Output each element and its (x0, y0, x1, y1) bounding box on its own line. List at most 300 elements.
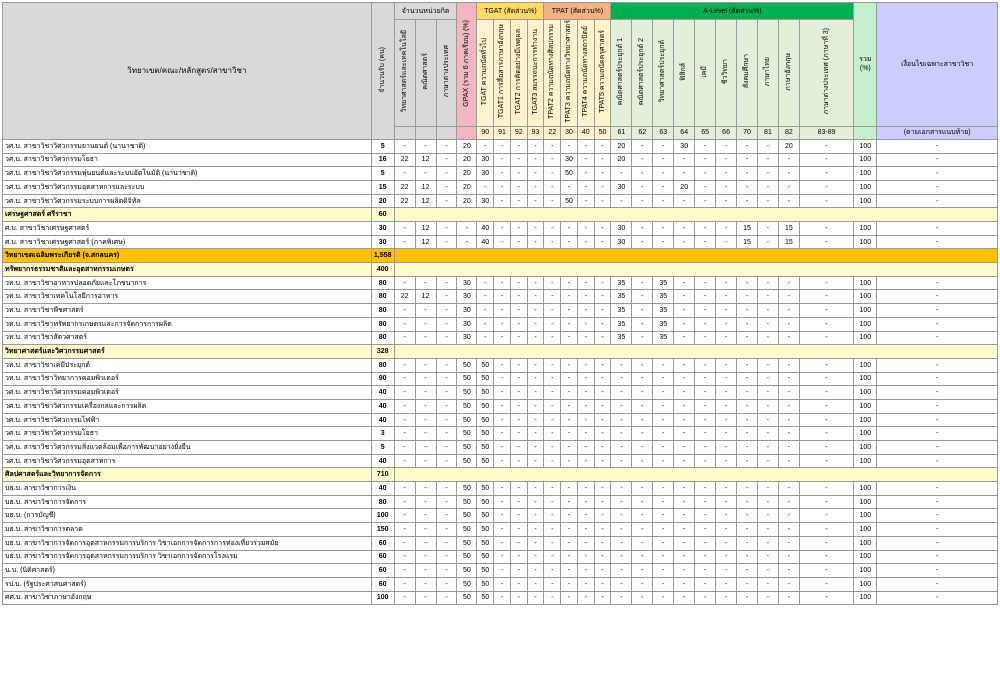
score-cell: 30 (561, 153, 578, 167)
score-cell: 50 (457, 358, 477, 372)
score-cell: - (632, 454, 653, 468)
header-credit-col: วิทยาศาสตร์และเทคโนโลยี (394, 20, 415, 127)
score-cell: 20 (457, 153, 477, 167)
score-cell: - (527, 454, 544, 468)
table-row (3, 304, 998, 318)
score-cell: - (510, 495, 527, 509)
table-row (3, 441, 998, 455)
score-cell: - (778, 386, 799, 400)
score-cell: 20 (457, 194, 477, 208)
seat-count: 30 (371, 222, 394, 236)
score-cell: - (695, 413, 716, 427)
score-cell: - (415, 441, 436, 455)
score-cell: 50 (561, 167, 578, 181)
program-name: ทรัพยากรธรรมชาติและอุตสาหกรรมเกษตร (3, 263, 372, 277)
seat-count: 80 (371, 331, 394, 345)
score-cell: - (594, 331, 611, 345)
score-cell: - (527, 180, 544, 194)
program-name: วท.บ. สาขาวิชาวิทยาการคอมพิวเตอร์ (3, 372, 372, 386)
score-cell: 12 (415, 180, 436, 194)
score-cell: 50 (457, 441, 477, 455)
score-cell: 35 (653, 290, 674, 304)
score-cell: 50 (477, 372, 494, 386)
score-cell: - (778, 180, 799, 194)
score-cell: - (527, 222, 544, 236)
score-cell: - (436, 386, 457, 400)
score-cell: - (544, 591, 561, 605)
program-name: บธ.บ. (การบัญชี) (3, 509, 372, 523)
score-cell: - (632, 550, 653, 564)
score-cell: 12 (415, 194, 436, 208)
score-cell: - (415, 276, 436, 290)
score-cell: - (716, 304, 737, 318)
score-cell: - (544, 194, 561, 208)
score-cell: - (477, 139, 494, 153)
score-cell: - (494, 139, 511, 153)
score-cell: - (510, 358, 527, 372)
score-cell: 30 (611, 180, 632, 194)
table-row (3, 577, 998, 591)
score-cell: - (577, 509, 594, 523)
score-cell: - (561, 372, 578, 386)
score-cell: 20 (457, 180, 477, 194)
score-cell: - (544, 454, 561, 468)
score-cell: - (674, 413, 695, 427)
score-cell: - (510, 194, 527, 208)
score-cell: - (594, 577, 611, 591)
score-cell: 50 (477, 441, 494, 455)
score-cell: - (778, 290, 799, 304)
header-code: 50 (594, 126, 611, 139)
empty-span (394, 263, 997, 277)
program-name: บธ.บ. สาขาวิชาการจัดการ (3, 495, 372, 509)
score-cell: 50 (477, 454, 494, 468)
header-tpat-group: TPAT (สัดส่วน%) (544, 3, 611, 20)
table-row (3, 222, 998, 236)
score-cell: - (436, 372, 457, 386)
score-cell: - (716, 536, 737, 550)
score-cell: - (674, 399, 695, 413)
table-row (3, 413, 998, 427)
score-cell: - (695, 153, 716, 167)
score-cell: - (632, 386, 653, 400)
seat-count: 40 (371, 386, 394, 400)
header-alevel-col: ฟิสิกส์ (674, 20, 695, 127)
score-cell: - (695, 427, 716, 441)
table-row (3, 482, 998, 496)
score-cell: - (494, 358, 511, 372)
score-cell: - (674, 167, 695, 181)
score-cell: - (632, 222, 653, 236)
program-name: บธ.บ. สาขาวิชาการจัดการอุตสาหกรรมการบริการ วิชาเอกการจัดการการท่องเที่ยวร่วมสมัย (3, 536, 372, 550)
score-cell: - (594, 509, 611, 523)
score-cell: - (695, 564, 716, 578)
score-cell: - (695, 482, 716, 496)
header-alevel-col: คณิตศาสตร์ประยุกต์ 2 (632, 20, 653, 127)
score-cell: - (577, 591, 594, 605)
score-cell: - (394, 536, 415, 550)
score-cell: - (611, 523, 632, 537)
score-cell: - (510, 564, 527, 578)
program-name: วท.บ. สาขาวิชาอาหารปลอดภัยและโภชนาการ (3, 276, 372, 290)
score-cell: - (436, 290, 457, 304)
score-cell: - (436, 536, 457, 550)
score-cell: - (436, 276, 457, 290)
score-cell: - (778, 304, 799, 318)
score-cell: - (394, 482, 415, 496)
score-cell: - (653, 413, 674, 427)
score-cell: - (716, 372, 737, 386)
score-cell: - (695, 495, 716, 509)
score-cell: - (674, 331, 695, 345)
score-cell: - (778, 550, 799, 564)
score-cell: - (757, 290, 778, 304)
score-cell: - (561, 536, 578, 550)
score-cell: - (394, 167, 415, 181)
score-cell: - (757, 591, 778, 605)
condition-cell: - (877, 577, 998, 591)
score-cell: - (394, 331, 415, 345)
header-tgat-group: TGAT (สัดส่วน%) (477, 3, 544, 20)
seat-count: 80 (371, 304, 394, 318)
score-cell: - (757, 153, 778, 167)
score-cell: - (653, 564, 674, 578)
header-alevel-col: วิทยาศาสตร์ประยุกต์ (653, 20, 674, 127)
score-cell: - (594, 413, 611, 427)
score-cell: - (494, 153, 511, 167)
score-cell: - (799, 372, 853, 386)
score-cell: - (737, 591, 758, 605)
score-cell: - (757, 495, 778, 509)
total-cell: 100 (854, 509, 877, 523)
score-cell: - (577, 153, 594, 167)
score-cell: - (737, 523, 758, 537)
score-cell: - (544, 139, 561, 153)
score-cell: - (778, 358, 799, 372)
score-cell: 50 (457, 523, 477, 537)
score-cell: - (653, 180, 674, 194)
score-cell: - (737, 564, 758, 578)
score-cell: - (594, 399, 611, 413)
condition-cell: - (877, 317, 998, 331)
score-cell: - (632, 235, 653, 249)
score-cell: - (494, 304, 511, 318)
score-cell: - (544, 304, 561, 318)
header-tpat-col: TPAT5 ความถนัดครุศาสตร์ (594, 20, 611, 127)
score-cell: - (778, 591, 799, 605)
score-cell: - (695, 550, 716, 564)
header-alevel-col: ภาษาไทย (757, 20, 778, 127)
score-cell: - (415, 523, 436, 537)
seat-count: 328 (371, 345, 394, 359)
score-cell: - (510, 536, 527, 550)
score-cell: - (436, 427, 457, 441)
score-cell: 15 (737, 235, 758, 249)
table-row (3, 276, 998, 290)
score-cell: - (799, 427, 853, 441)
score-cell: - (415, 591, 436, 605)
faculty-row (3, 468, 998, 482)
score-cell: - (674, 495, 695, 509)
score-cell: - (737, 399, 758, 413)
score-cell: - (561, 509, 578, 523)
score-cell: - (577, 358, 594, 372)
score-cell: - (477, 331, 494, 345)
total-cell: 100 (854, 317, 877, 331)
score-cell: - (415, 550, 436, 564)
score-cell: 50 (477, 386, 494, 400)
score-cell: - (716, 509, 737, 523)
score-cell: - (611, 550, 632, 564)
score-cell: - (695, 139, 716, 153)
score-cell: - (674, 304, 695, 318)
score-cell: - (716, 235, 737, 249)
score-cell: - (394, 427, 415, 441)
score-cell: - (527, 331, 544, 345)
score-cell: - (695, 399, 716, 413)
score-cell: - (757, 482, 778, 496)
score-cell: - (653, 222, 674, 236)
score-cell: 20 (778, 139, 799, 153)
score-cell: 12 (415, 153, 436, 167)
empty-span (394, 208, 997, 222)
score-cell: - (653, 194, 674, 208)
program-name: วท.บ. สาขาวิชาพืชศาสตร์ (3, 304, 372, 318)
condition-cell: - (877, 290, 998, 304)
score-cell: - (510, 523, 527, 537)
score-cell: - (510, 509, 527, 523)
score-cell: - (653, 591, 674, 605)
score-cell: - (737, 386, 758, 400)
score-cell: - (799, 235, 853, 249)
score-cell: - (632, 276, 653, 290)
score-cell: - (394, 495, 415, 509)
score-cell: - (494, 441, 511, 455)
score-cell: - (527, 358, 544, 372)
score-cell: - (778, 317, 799, 331)
score-cell: - (510, 139, 527, 153)
score-cell: - (611, 591, 632, 605)
score-cell: - (394, 413, 415, 427)
total-cell: 100 (854, 454, 877, 468)
score-cell: - (695, 577, 716, 591)
score-cell: - (494, 167, 511, 181)
table-row (3, 591, 998, 605)
seat-count: 5 (371, 167, 394, 181)
score-cell: - (611, 413, 632, 427)
condition-cell: - (877, 413, 998, 427)
score-cell: - (757, 399, 778, 413)
score-cell: - (394, 276, 415, 290)
score-cell: - (799, 153, 853, 167)
seat-count: 15 (371, 180, 394, 194)
score-cell: 50 (457, 386, 477, 400)
header-tgat-col: TGAT ความถนัดทั่วไป (477, 20, 494, 127)
score-cell: - (544, 427, 561, 441)
score-cell: - (674, 564, 695, 578)
score-cell: 35 (653, 317, 674, 331)
score-cell: - (799, 413, 853, 427)
score-cell: - (527, 536, 544, 550)
score-cell: - (674, 358, 695, 372)
score-cell: - (674, 372, 695, 386)
seat-count: 100 (371, 591, 394, 605)
score-cell: - (510, 304, 527, 318)
score-cell: - (494, 454, 511, 468)
score-cell: - (674, 591, 695, 605)
score-cell: - (653, 427, 674, 441)
table-row (3, 153, 998, 167)
score-cell: - (778, 577, 799, 591)
score-cell: - (778, 194, 799, 208)
score-cell: - (632, 482, 653, 496)
score-cell: - (594, 550, 611, 564)
score-cell: - (415, 304, 436, 318)
score-cell: 50 (477, 427, 494, 441)
score-cell: - (757, 386, 778, 400)
score-cell: - (716, 441, 737, 455)
score-cell: - (544, 358, 561, 372)
score-cell: - (737, 276, 758, 290)
score-cell: - (561, 577, 578, 591)
score-cell: - (415, 167, 436, 181)
score-cell: - (436, 550, 457, 564)
score-cell: 30 (457, 276, 477, 290)
program-name: ศศ.บ. สาขาวิชาภาษาอังกฤษ (3, 591, 372, 605)
score-cell: 30 (477, 167, 494, 181)
score-cell: - (436, 591, 457, 605)
score-cell: - (494, 399, 511, 413)
total-cell: 100 (854, 591, 877, 605)
score-cell: - (494, 427, 511, 441)
score-cell: - (510, 331, 527, 345)
score-cell: 35 (611, 331, 632, 345)
score-cell: - (494, 372, 511, 386)
score-cell: - (577, 399, 594, 413)
score-cell: - (799, 222, 853, 236)
program-name: วศ.บ. สาขาวิชาวิศวกรรมไฟฟ้า (3, 413, 372, 427)
score-cell: - (632, 523, 653, 537)
score-cell: - (799, 358, 853, 372)
score-cell: - (561, 454, 578, 468)
score-cell: - (544, 167, 561, 181)
total-cell: 100 (854, 523, 877, 537)
score-cell: - (653, 550, 674, 564)
score-cell: - (716, 276, 737, 290)
score-cell: 35 (611, 290, 632, 304)
score-cell: - (494, 317, 511, 331)
condition-cell: - (877, 441, 998, 455)
score-cell: - (577, 139, 594, 153)
score-cell: 22 (394, 290, 415, 304)
score-cell: - (674, 550, 695, 564)
score-cell: - (436, 441, 457, 455)
score-cell: - (632, 427, 653, 441)
score-cell: - (799, 550, 853, 564)
score-cell: - (436, 358, 457, 372)
score-cell: - (632, 304, 653, 318)
total-cell: 100 (854, 304, 877, 318)
score-cell: - (674, 194, 695, 208)
score-cell: - (510, 454, 527, 468)
score-cell: - (757, 454, 778, 468)
score-cell: - (415, 536, 436, 550)
header-credit-group: จำนวนหน่วยกิต (394, 3, 457, 20)
faculty-row (3, 345, 998, 359)
score-cell: - (757, 235, 778, 249)
condition-cell: - (877, 139, 998, 153)
header-alevel-col: ชีววิทยา (716, 20, 737, 127)
seat-count: 5 (371, 441, 394, 455)
header-credit-col: ภาษาต่างประเทศ (436, 20, 457, 127)
score-cell: - (799, 304, 853, 318)
score-cell: - (494, 482, 511, 496)
seat-count: 150 (371, 523, 394, 537)
score-cell: - (716, 222, 737, 236)
seat-count: 3 (371, 427, 394, 441)
score-cell: - (716, 386, 737, 400)
score-cell: - (527, 482, 544, 496)
score-cell: - (544, 495, 561, 509)
score-cell: - (561, 290, 578, 304)
table-row (3, 194, 998, 208)
score-cell: - (695, 290, 716, 304)
score-cell: - (611, 427, 632, 441)
score-cell: - (561, 550, 578, 564)
score-cell: - (477, 304, 494, 318)
score-cell: - (510, 591, 527, 605)
score-cell: - (561, 591, 578, 605)
score-cell: 20 (611, 153, 632, 167)
score-cell: 50 (457, 495, 477, 509)
score-cell: - (494, 591, 511, 605)
score-cell: - (632, 180, 653, 194)
score-cell: - (716, 167, 737, 181)
score-cell: - (594, 317, 611, 331)
seat-count: 60 (371, 536, 394, 550)
score-cell: - (737, 495, 758, 509)
score-cell: - (737, 427, 758, 441)
score-cell: - (577, 413, 594, 427)
score-cell: - (799, 194, 853, 208)
header-program: วิทยาเขต/คณะ/หลักสูตร/สาขาวิชา (3, 3, 372, 140)
score-cell: - (527, 372, 544, 386)
seat-count: 80 (371, 317, 394, 331)
header-alevel-col: คณิตศาสตร์ประยุกต์ 1 (611, 20, 632, 127)
table-row (3, 290, 998, 304)
score-cell: 50 (477, 482, 494, 496)
score-cell: - (510, 317, 527, 331)
score-cell: 35 (653, 276, 674, 290)
score-cell: 20 (457, 167, 477, 181)
score-cell: - (415, 509, 436, 523)
score-cell: - (594, 564, 611, 578)
score-cell: - (611, 167, 632, 181)
empty-span (394, 345, 997, 359)
score-cell: - (799, 536, 853, 550)
score-cell: - (510, 167, 527, 181)
score-cell: - (594, 235, 611, 249)
score-cell: - (695, 235, 716, 249)
score-cell: - (594, 180, 611, 194)
score-cell: - (799, 523, 853, 537)
header-code: 30 (561, 126, 578, 139)
faculty-row (3, 208, 998, 222)
score-cell: - (757, 276, 778, 290)
score-cell: - (653, 454, 674, 468)
score-cell: - (737, 180, 758, 194)
score-cell: - (561, 235, 578, 249)
